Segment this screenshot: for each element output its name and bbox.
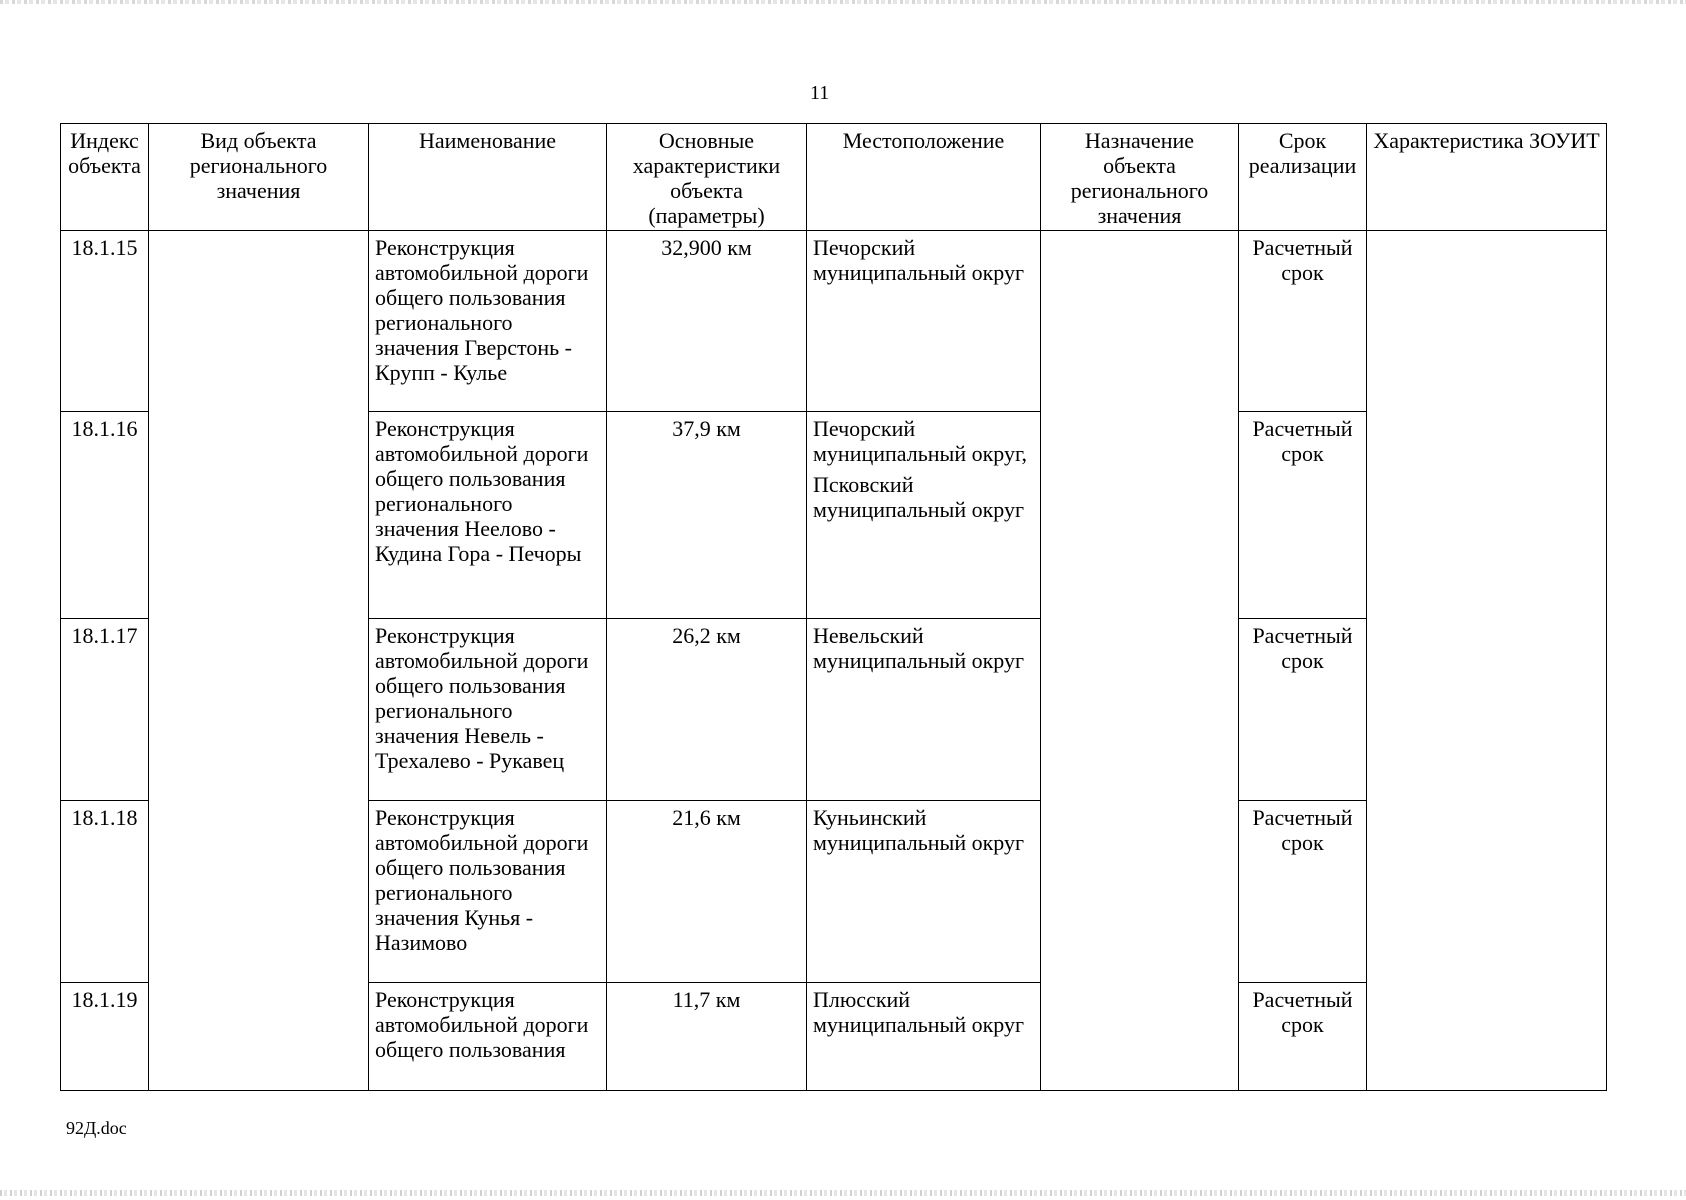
location-line: Печорский муниципальный округ,: [813, 416, 1028, 466]
header-purpose: Назначение объекта регионального значения: [1041, 124, 1239, 231]
location-line: Плюсский муниципальный округ: [813, 987, 1025, 1037]
header-object-type: Вид объекта регионального значения: [149, 124, 369, 231]
cell-name: Реконструкция автомобильной дороги общего пользования регионального значения Гверстонь - Крупп - Кулье: [369, 231, 607, 412]
header-index: Индекс объекта: [61, 124, 149, 231]
cell-location: [807, 801, 1041, 983]
page-number: 11: [810, 82, 830, 104]
cell-term: Расчетный срок: [1239, 231, 1367, 412]
cell-location: [807, 619, 1041, 801]
cell-purpose: [1041, 231, 1239, 1091]
cell-parameters: 32,900 км: [607, 231, 807, 412]
cell-location: [807, 412, 1041, 619]
cell-location: [807, 231, 1041, 412]
cell-location: [807, 983, 1041, 1091]
cell-index: 18.1.19: [61, 983, 149, 1091]
header-term: Срок реализации: [1239, 124, 1367, 231]
location-line: Печорский муниципальный округ: [813, 235, 1025, 285]
cell-name: Реконструкция автомобильной дороги общего пользования регионального значения Кунья - Назимово: [369, 801, 607, 983]
scan-edge-bottom: [0, 1190, 1686, 1196]
scan-edge-top: [0, 0, 1686, 4]
header-zouit: Характеристика ЗОУИТ: [1367, 124, 1607, 231]
cell-parameters: 26,2 км: [607, 619, 807, 801]
cell-name: Реконструкция автомобильной дороги общего пользования регионального значения Неелово - Кудина Гора - Печоры: [369, 412, 607, 619]
footer-filename: 92Д.doc: [66, 1118, 127, 1138]
cell-name: Реконструкция автомобильной дороги общего пользования регионального значения Невель - Трехалево - Рукавец: [369, 619, 607, 801]
cell-term: Расчетный срок: [1239, 801, 1367, 983]
cell-zouit: [1367, 231, 1607, 1091]
cell-parameters: 11,7 км: [607, 983, 807, 1091]
location-line: Псковский муниципальный округ: [813, 472, 1025, 522]
cell-term: Расчетный срок: [1239, 619, 1367, 801]
table-row: [61, 231, 1607, 412]
cell-index: 18.1.17: [61, 619, 149, 801]
header-parameters: Основные характеристики объекта (параметры): [607, 124, 807, 231]
table-header-row: [61, 124, 1607, 231]
cell-index: 18.1.16: [61, 412, 149, 619]
header-location: Местоположение: [807, 124, 1041, 231]
cell-term: Расчетный срок: [1239, 412, 1367, 619]
cell-index: 18.1.15: [61, 231, 149, 412]
location-line: Невельский муниципальный округ: [813, 623, 1025, 673]
cell-name: Реконструкция автомобильной дороги общего пользования: [369, 983, 607, 1091]
cell-index: 18.1.18: [61, 801, 149, 983]
location-line: Куньинский муниципальный округ: [813, 805, 1025, 855]
cell-term: Расчетный срок: [1239, 983, 1367, 1091]
cell-parameters: 37,9 км: [607, 412, 807, 619]
cell-object-type: [149, 231, 369, 1091]
header-name: Наименование: [369, 124, 607, 231]
cell-parameters: 21,6 км: [607, 801, 807, 983]
document-table: [60, 123, 1607, 1091]
